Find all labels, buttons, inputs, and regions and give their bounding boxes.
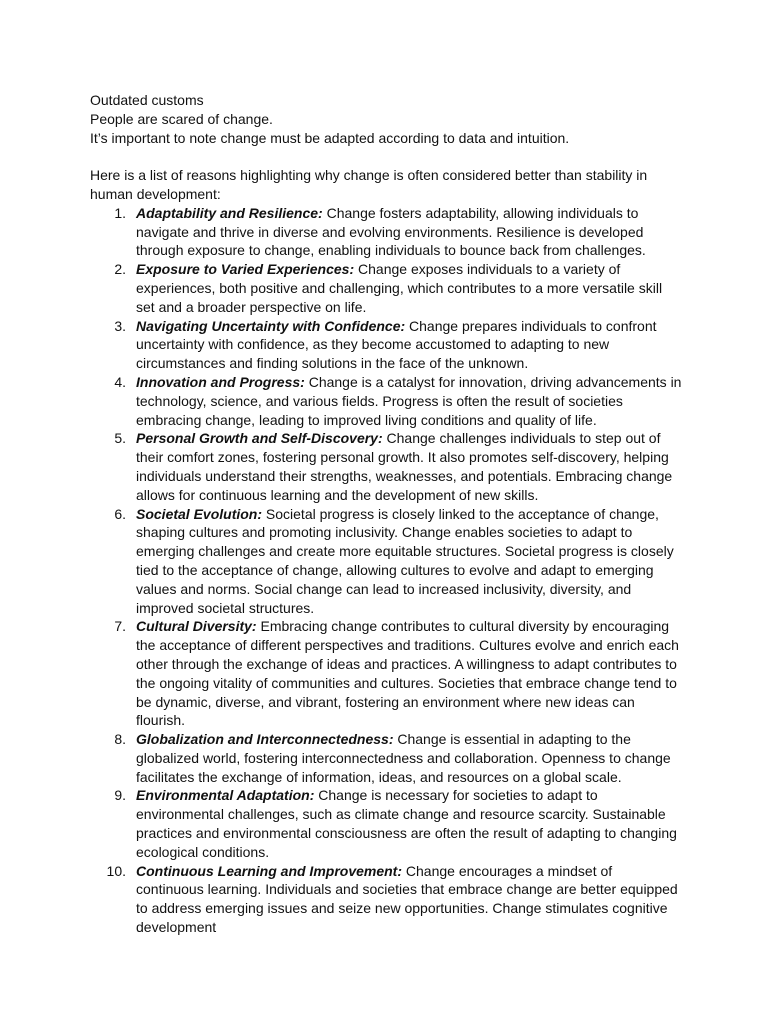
list-item — [90, 373, 682, 429]
list-number: 9. — [114, 787, 126, 804]
list-number: 4. — [114, 373, 126, 390]
list-text: Change is a catalyst for innovation, driving advancements in technology, science, and various fields. Progress is often the result of societies embracing change, leading to improved living conditions and quality of life. — [136, 373, 682, 428]
list-item — [90, 862, 682, 937]
list-term: Navigating Uncertainty with Confidence: — [136, 317, 406, 334]
list-number: 3. — [114, 317, 126, 334]
intro-line-3: It’s important to note change must be adapted according to data and intuition. — [90, 129, 570, 146]
list-text: Change is necessary for societies to adapt to environmental challenges, such as climate change and resource scarcity. Sustainable practices and environmental consciousness are often the result of adapting to changing ecological conditions. — [136, 787, 677, 860]
list-term: Continuous Learning and Improvement: — [136, 862, 403, 879]
list-item — [90, 204, 682, 260]
list-text: Change is essential in adapting to the globalized world, fostering interconnectedness and collaboration. Openness to change facilitates the exchange of information, ideas, and resources on a global scale. — [136, 731, 671, 785]
list-number: 5. — [114, 430, 126, 447]
list-text: Change encourages a mindset of continuous learning. Individuals and societies that embrace change are better equipped to address emerging issues and seize new opportunities. Change stimulates cognitive development — [136, 862, 678, 936]
list-lead-paragraph: Here is a list of reasons highlighting why change is often considered better than stability in human development: — [90, 167, 648, 202]
list-item — [90, 617, 682, 730]
list-term: Cultural Diversity: — [136, 618, 257, 635]
list-text: Change prepares individuals to confront uncertainty with confidence, as they become accustomed to adapting to new circumstances and finding solutions in the face of the unknown. — [136, 317, 657, 372]
paragraph-spacer — [90, 147, 690, 166]
list-item — [90, 317, 682, 373]
list-number: 7. — [114, 618, 126, 635]
list-item — [90, 505, 682, 618]
list-item — [90, 730, 682, 786]
list-text: Change challenges individuals to step out of their comfort zones, fostering personal growth. It also promotes self-discovery, helping individuals understand their strengths, weaknesses, and potentials. Embracing change allows for continuous learning and the development of new skills. — [136, 430, 673, 503]
list-text: Change exposes individuals to a variety of experiences, both positive and challenging, which contributes to a more versatile skill set and a broader perspective on life. — [136, 261, 663, 315]
list-term: Societal Evolution: — [136, 505, 263, 522]
list-term: Exposure to Varied Experiences: — [136, 261, 355, 278]
list-number: 10. — [106, 862, 126, 879]
list-item — [90, 786, 682, 861]
reasons-list — [90, 204, 690, 937]
list-number: 2. — [114, 261, 126, 278]
list-text: Embracing change contributes to cultural diversity by encouraging the acceptance of different perspectives and traditions. Cultures evolve and enrich each other through the exchange of ideas and practices. A willingness to adapt contributes to the ongoing vitality of communities and cultures. Societies that embrace change tend to be dynamic, diverse, and vibrant, fostering an environment where new ideas can flourish. — [136, 618, 679, 729]
list-term: Adaptability and Resilience: — [136, 204, 323, 221]
document-body — [90, 91, 690, 937]
list-number: 1. — [114, 204, 126, 221]
list-text: Societal progress is closely linked to the acceptance of change, shaping cultures and promoting inclusivity. Change enables societies to adapt to emerging challenges and create more equitable structures. Societal progress is closely tied to the acceptance of change, allowing cultures to evolve and adapt to emerging values and norms. Social change can lead to increased inclusivity, diversity, and improved societal structures. — [136, 505, 674, 616]
intro-line-1: Outdated customs — [90, 92, 204, 108]
list-term: Personal Growth and Self-Discovery: — [136, 430, 383, 447]
list-item — [90, 260, 682, 316]
list-text: Change fosters adaptability, allowing individuals to navigate and thrive in diverse and evolving environments. Resilience is developed through exposure to change, enabling individuals to bounce back from challenges. — [136, 204, 646, 259]
list-term: Globalization and Interconnectedness: — [136, 731, 394, 748]
list-item — [90, 429, 682, 504]
list-term: Environmental Adaptation: — [136, 787, 315, 804]
list-number: 6. — [114, 505, 126, 522]
list-term: Innovation and Progress: — [136, 373, 305, 390]
list-number: 8. — [114, 731, 126, 748]
intro-line-2: People are scared of change. — [90, 110, 273, 127]
